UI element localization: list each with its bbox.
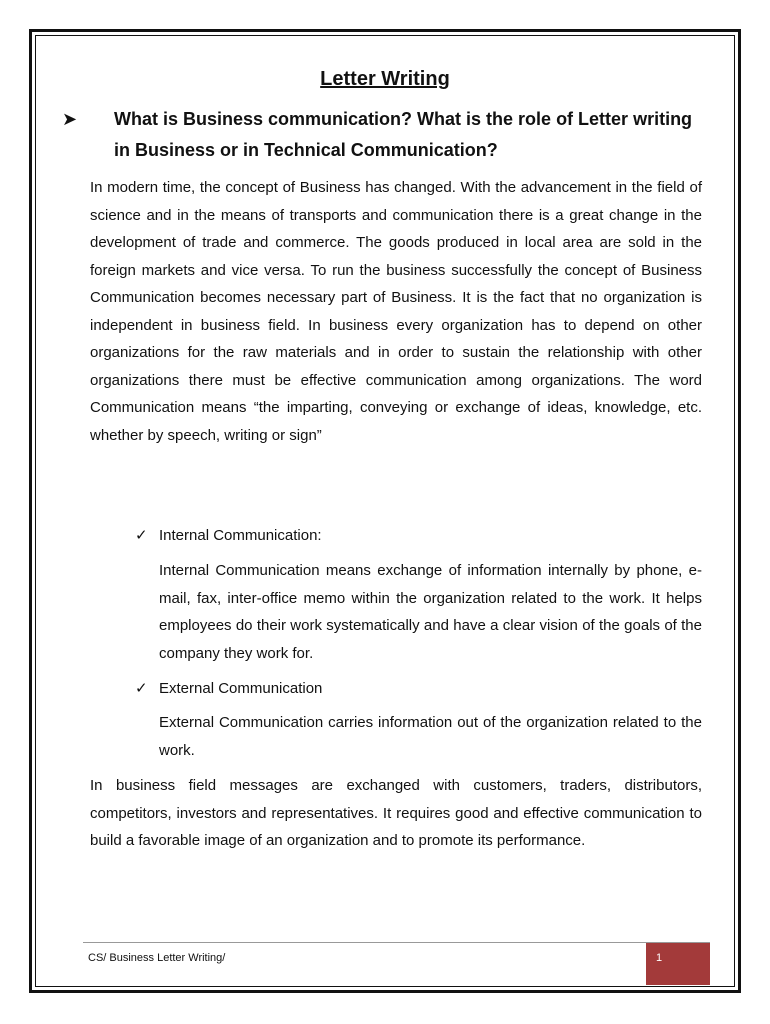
intro-paragraph: In modern time, the concept of Business has changed. With the advancement in the field of science and in the means of transports and communication there is a great change in the development of trade and commerce. The goods produced in local area are sold in the foreign markets and vice versa. To run the business successfully the concept of Business Communication becomes necessary part of Business. It is the fact that no organization is independent in business field. In business every organization has to depend on other organizations for the raw materials and in order to sustain the relationship with other organizations there must be effective communication among organizations. The word Communication means “the imparting, conveying or exchange of ideas, knowledge, etc. whether by speech, writing or sign” [90, 179, 702, 444]
page-number: 1 [656, 952, 663, 964]
arrow-bullet-icon: ➤ [62, 109, 78, 129]
internal-communication-heading [135, 522, 322, 550]
external-communication-heading [135, 675, 322, 703]
question-heading [62, 104, 708, 166]
footer-text: CS/ Business Letter Writing/ [88, 952, 226, 964]
checkmark-icon: ✓ [135, 527, 148, 544]
page-number-box [646, 943, 710, 985]
external-communication-body: External Communication carries information out of the organization related to the work. [159, 714, 702, 759]
checkmark-icon: ✓ [135, 680, 148, 697]
document-title: Letter Writing [320, 68, 450, 90]
external-heading-text: External Communication [159, 680, 323, 697]
footer-divider [83, 942, 710, 943]
closing-paragraph: In business field messages are exchanged with customers, traders, distributors, competitors, investors and representatives. It requires good and effective communication to build a favorable image of an organization and to promote its performance. [90, 777, 702, 849]
internal-communication-body: Internal Communication means exchange of information internally by phone, e-mail, fax, inter-office memo within the organization related to the work. It helps employees do their work systematically and have a clear vision of the goals of the company they work for. [159, 562, 702, 662]
internal-heading-text: Internal Communication: [159, 527, 322, 544]
question-text: What is Business communication? What is the role of Letter writing in Business or in Technical Communication? [114, 109, 693, 160]
